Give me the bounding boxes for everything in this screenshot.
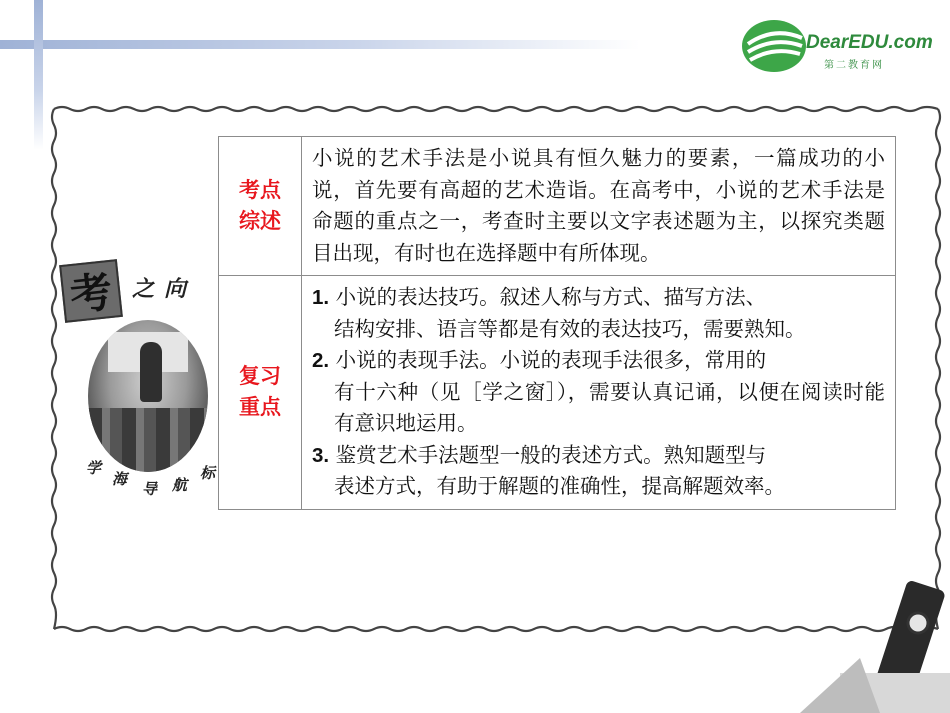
- site-logo[interactable]: [740, 14, 940, 84]
- item-text-continued: 有十六种（见［学之窗］），需要认真记诵，以便在阅读时能有意识地运用。: [334, 379, 885, 435]
- label-line: 考点: [239, 178, 281, 202]
- overview-text: 小说的艺术手法是小说具有恒久魅力的要素，一篇成功的小说，首先要有高超的艺术造诣。在高考中，小说的艺术手法是命题的重点之一，考查时主要以文字表述题为主，以探究类题目出现，有时也在选择题中有所体现。: [312, 146, 885, 265]
- microscope-decoration-icon: [800, 563, 950, 713]
- item-text: 小说的表达技巧。叙述人称与方式、描写方法、: [329, 285, 767, 309]
- table-row: [219, 137, 896, 276]
- content-table: [218, 136, 896, 510]
- motto-char-2: 海: [112, 470, 128, 488]
- header-decoration-vertical: [34, 0, 43, 150]
- review-item: [312, 345, 885, 440]
- motto-char-3: 导: [142, 480, 158, 498]
- item-text: 鉴赏艺术手法题型一般的表述方式。熟知题型与: [329, 442, 767, 467]
- section-content-review: [302, 276, 896, 510]
- item-number: 3.: [312, 443, 330, 467]
- motto-char-4: 航: [172, 476, 188, 494]
- table-row: [219, 276, 896, 510]
- label-line: 复习: [239, 364, 281, 389]
- item-text-continued: 表述方式，有助于解题的准确性，提高解题效率。: [334, 474, 785, 498]
- section-label-review: [219, 276, 302, 510]
- review-item: [312, 282, 885, 345]
- item-number: 1.: [312, 286, 330, 309]
- item-number: 2.: [312, 349, 330, 372]
- header-decoration-horizontal: [0, 40, 640, 49]
- motto-char-1: 学: [86, 459, 102, 477]
- review-item: [312, 440, 885, 503]
- logo-subtitle: 第二教育网: [824, 60, 884, 71]
- item-text-continued: 结构安排、语言等都是有效的表达技巧，需要熟知。: [334, 316, 806, 341]
- logo-brand-text: DearEDU.com: [806, 32, 933, 53]
- label-line: 重点: [239, 395, 281, 420]
- kao-stamp-icon: 考: [59, 259, 123, 323]
- logo-emblem-icon: [740, 14, 810, 74]
- sidebar-heading: 之向: [132, 276, 197, 302]
- item-text: 小说的表现手法。小说的表现手法很多，常用的: [329, 348, 767, 372]
- section-content-overview: [302, 137, 896, 276]
- motto-char-5: 标: [200, 464, 216, 482]
- label-line: 综述: [239, 209, 281, 233]
- classroom-photo: [88, 320, 208, 472]
- section-label-overview: [219, 137, 302, 276]
